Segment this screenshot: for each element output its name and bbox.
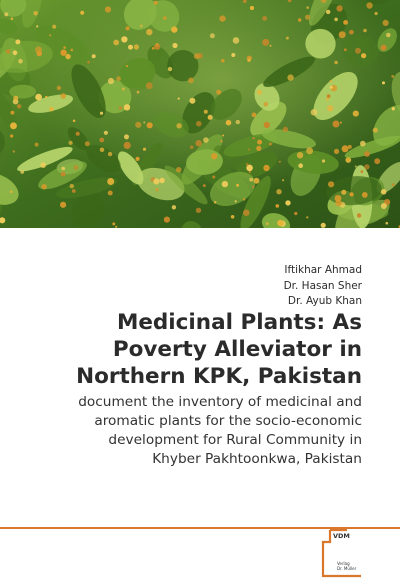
blossom-dot [211, 153, 217, 159]
blossom-dot [4, 12, 8, 16]
blossom-dot [70, 184, 74, 188]
blossom-dot [335, 195, 342, 202]
publisher-logo-text: VDM [333, 532, 350, 540]
blossom-dot [349, 30, 354, 35]
book-subtitle-line: Khyber Pakhtoonkwa, Pakistan [152, 451, 362, 467]
blossom-dot [105, 6, 111, 12]
blossom-dot [343, 20, 348, 25]
blossom-dot [252, 137, 254, 139]
blossom-dot [252, 186, 254, 188]
blossom-dot [13, 96, 18, 101]
blossom-dot [159, 178, 164, 183]
blossom-dot [279, 161, 281, 163]
book-subtitle-line: document the inventory of medicinal and [78, 394, 362, 410]
blossom-dot [49, 107, 54, 112]
blossom-dot [353, 111, 359, 117]
blossom-dot [270, 45, 272, 47]
blossom-dot [350, 192, 354, 196]
blossom-dot [305, 15, 310, 20]
blossom-dot [196, 208, 201, 213]
blossom-dot [334, 61, 338, 65]
blossom-dot [124, 142, 131, 149]
blossom-dot [194, 53, 200, 59]
blossom-dot [391, 75, 394, 78]
blossom-dot [364, 151, 370, 157]
blossom-dot [10, 122, 17, 129]
blossom-dot [375, 12, 378, 15]
blossom-dot [176, 123, 181, 128]
book-title-line: Northern KPK, Pakistan [76, 364, 362, 389]
blossom-dot [386, 33, 391, 38]
blossom-dot [61, 172, 66, 177]
blossom-dot [190, 146, 193, 149]
blossom-dot [135, 122, 141, 128]
blossom-dot [326, 10, 330, 14]
blossom-dot [226, 120, 232, 126]
blossom-dot [119, 106, 123, 110]
blossom-dot [345, 157, 351, 163]
blossom-dot [124, 134, 129, 139]
blossom-dot [204, 110, 208, 114]
blossom-dot [381, 45, 387, 51]
blossom-dot [248, 148, 250, 150]
publisher-imprint-line: Dr. Müller [337, 565, 357, 571]
blossom-dot [115, 226, 117, 228]
blossom-dot [15, 39, 20, 44]
blossom-dot [269, 143, 272, 146]
blossom-dot [104, 131, 108, 135]
blossom-dot [134, 44, 139, 49]
blossom-dot [65, 54, 70, 59]
blossom-dot [203, 137, 209, 143]
blossom-dot [246, 163, 249, 166]
blossom-dot [71, 49, 74, 52]
blossom-dot [210, 33, 215, 38]
book-title-line: Poverty Alleviator in [112, 337, 362, 362]
blossom-dot [57, 86, 61, 90]
blossom-dot [99, 138, 104, 143]
blossom-dot [100, 148, 105, 153]
blossom-dot [212, 176, 215, 179]
blossom-dot [231, 215, 235, 219]
blossom-dot [107, 178, 114, 185]
blossom-dot [243, 210, 249, 216]
blossom-dot [342, 145, 349, 152]
blossom-dot [10, 190, 13, 193]
blossom-dot [216, 90, 221, 95]
blossom-dot [235, 200, 237, 202]
blossom-dot [340, 122, 342, 124]
blossom-dot [297, 152, 303, 158]
blossom-dot [262, 39, 269, 46]
blossom-dot [249, 178, 253, 182]
blossom-dot [306, 6, 309, 9]
blossom-dot [264, 122, 270, 128]
blossom-dot [236, 184, 239, 187]
blossom-dot [208, 116, 211, 119]
blossom-dot [364, 164, 369, 169]
blossom-dot [231, 53, 235, 57]
blossom-dot [146, 29, 152, 35]
author-list [284, 263, 362, 310]
blossom-dot [113, 40, 119, 46]
blossom-dot [322, 159, 325, 162]
blossom-dot [256, 146, 261, 151]
blossom-dot [386, 222, 389, 225]
blossom-dot [176, 167, 181, 172]
blossom-dot [236, 120, 240, 124]
blossom-dot [112, 222, 115, 225]
leaves-photo-illustration [0, 0, 400, 228]
blossom-dot [219, 15, 225, 21]
blossom-dot [152, 47, 155, 50]
book-title [22, 309, 362, 390]
book-subtitle-line: development for Rural Community in [108, 432, 362, 448]
blossom-dot [355, 48, 361, 54]
author-name: Dr. Ayub Khan [287, 295, 362, 307]
blossom-dot [18, 59, 23, 64]
blossom-dot [36, 25, 38, 27]
blossom-dot [126, 65, 128, 67]
blossom-dot [189, 98, 195, 104]
blossom-dot [357, 213, 361, 217]
publisher-imprint [337, 562, 356, 571]
blossom-dot [363, 29, 367, 33]
blossom-dot [137, 91, 140, 94]
blossom-dot [92, 54, 96, 58]
blossom-dot [108, 191, 113, 196]
blossom-dot [147, 122, 153, 128]
blossom-dot [333, 121, 340, 128]
blossom-dot [383, 20, 389, 26]
blossom-dot [257, 140, 262, 145]
blossom-dot [373, 128, 378, 133]
blossom-dot [172, 205, 176, 209]
blossom-dot [306, 216, 308, 218]
blossom-dot [264, 102, 269, 107]
blossom-dot [80, 11, 84, 15]
blossom-dot [13, 150, 15, 152]
blossom-dot [154, 44, 160, 50]
blossom-dot [327, 94, 331, 98]
blossom-dot [143, 148, 146, 151]
blossom-dot [60, 202, 66, 208]
blossom-dot [326, 98, 329, 101]
blossom-dot [298, 18, 301, 21]
blossom-dot [360, 141, 366, 147]
blossom-dot [72, 189, 76, 193]
blossom-dot [330, 86, 333, 89]
blossom-dot [108, 152, 112, 156]
blossom-dot [341, 190, 346, 195]
blossom-dot [254, 178, 260, 184]
blossom-dot [243, 198, 246, 201]
blossom-dot [214, 201, 217, 204]
blossom-dot [203, 184, 206, 187]
blossom-dot [283, 127, 288, 132]
blossom-dot [336, 5, 342, 11]
blossom-dot [146, 82, 153, 89]
blossom-dot [339, 31, 346, 38]
blossom-dot [136, 157, 140, 161]
blossom-dot [306, 147, 313, 154]
blossom-dot [168, 67, 172, 71]
blossom-dot [85, 141, 90, 146]
blossom-dot [124, 104, 130, 110]
book-title-line: Medicinal Plants: As [116, 310, 362, 335]
blossom-dot [35, 46, 42, 53]
blossom-dot [188, 78, 194, 84]
blossom-dot [108, 78, 114, 84]
blossom-dot [143, 121, 145, 123]
blossom-dot [250, 6, 254, 10]
blossom-dot [35, 143, 39, 147]
blossom-dot [276, 189, 281, 194]
author-name: Dr. Hasan Sher [283, 279, 362, 292]
blossom-dot [61, 167, 65, 171]
blossom-dot [328, 181, 334, 187]
blossom-dot [285, 200, 290, 205]
blossom-dot [294, 212, 297, 215]
blossom-dot [196, 121, 202, 127]
blossom-dot [249, 171, 251, 173]
blossom-dot [87, 61, 90, 64]
blossom-dot [381, 189, 387, 195]
blossom-dot [128, 45, 133, 50]
blossom-dot [361, 170, 364, 173]
blossom-dot [311, 109, 318, 116]
blossom-dot [392, 107, 395, 110]
blossom-dot [178, 98, 180, 100]
blossom-dot [222, 135, 224, 137]
publisher-logo [313, 529, 365, 579]
blossom-dot [164, 217, 170, 223]
blossom-dot [392, 183, 395, 186]
blossom-dot [286, 37, 289, 40]
blossom-dot [69, 141, 73, 145]
blossom-dot [266, 222, 269, 225]
blossom-dot [171, 26, 177, 32]
blossom-dot [330, 80, 332, 82]
blossom-dot [252, 113, 257, 118]
blossom-dot [40, 162, 46, 168]
blossom-dot [196, 140, 202, 146]
blossom-dot [11, 17, 14, 20]
blossom-dot [154, 1, 158, 5]
blossom-dot [10, 134, 13, 137]
blossom-dot [33, 11, 38, 16]
blossom-dot [222, 181, 228, 187]
author-name: Iftikhar Ahmad [284, 264, 362, 276]
blossom-dot [220, 140, 222, 142]
blossom-dot [60, 50, 66, 56]
blossom-dot [13, 51, 18, 56]
blossom-dot [361, 53, 366, 58]
blossom-dot [334, 18, 338, 22]
blossom-dot [63, 46, 66, 49]
blossom-dot [321, 223, 326, 228]
blossom-dot [233, 37, 240, 44]
blossom-dot [374, 158, 380, 164]
blossom-dot [366, 2, 372, 8]
blossom-dot [52, 25, 56, 29]
publisher-imprint-line: Verlag [337, 561, 350, 566]
blossom-dot [257, 90, 262, 95]
blossom-dot [163, 16, 167, 20]
blossom-dot [35, 94, 42, 101]
blossom-dot [247, 59, 250, 62]
blossom-dot [327, 105, 333, 111]
blossom-dot [74, 165, 79, 170]
book-subtitle-line: aromatic plants for the socio-economic [94, 413, 362, 429]
blossom-dot [263, 165, 269, 171]
blossom-dot [20, 170, 24, 174]
blossom-dot [276, 204, 280, 208]
blossom-dot [73, 120, 76, 123]
blossom-dot [6, 49, 10, 53]
cover-photo [0, 0, 400, 228]
blossom-dot [45, 96, 47, 98]
blossom-dot [334, 149, 339, 154]
blossom-dot [156, 188, 159, 191]
blossom-dot [11, 111, 15, 115]
blossom-dot [355, 166, 357, 168]
blossom-dot [362, 192, 368, 198]
blossom-dot [287, 74, 293, 80]
blossom-dot [61, 93, 67, 99]
book-subtitle [12, 393, 362, 469]
blossom-dot [221, 59, 225, 63]
blossom-dot [153, 178, 159, 184]
blossom-dot [17, 104, 21, 108]
blossom-dot [76, 132, 80, 136]
blossom-dot [121, 36, 127, 42]
blossom-dot [381, 203, 387, 209]
blossom-dot [140, 25, 143, 28]
blossom-dot [49, 34, 51, 36]
blossom-dot [126, 26, 130, 30]
blossom-dot [298, 163, 303, 168]
blossom-dot [41, 184, 47, 190]
blossom-dot [116, 76, 121, 81]
blossom-dot [262, 16, 267, 21]
blossom-dot [382, 81, 385, 84]
blossom-dot [277, 220, 283, 226]
blossom-dot [344, 48, 347, 51]
blossom-dot [282, 179, 284, 181]
blossom-dot [100, 112, 103, 115]
blossom-dot [122, 88, 125, 91]
blossom-dot [172, 43, 177, 48]
